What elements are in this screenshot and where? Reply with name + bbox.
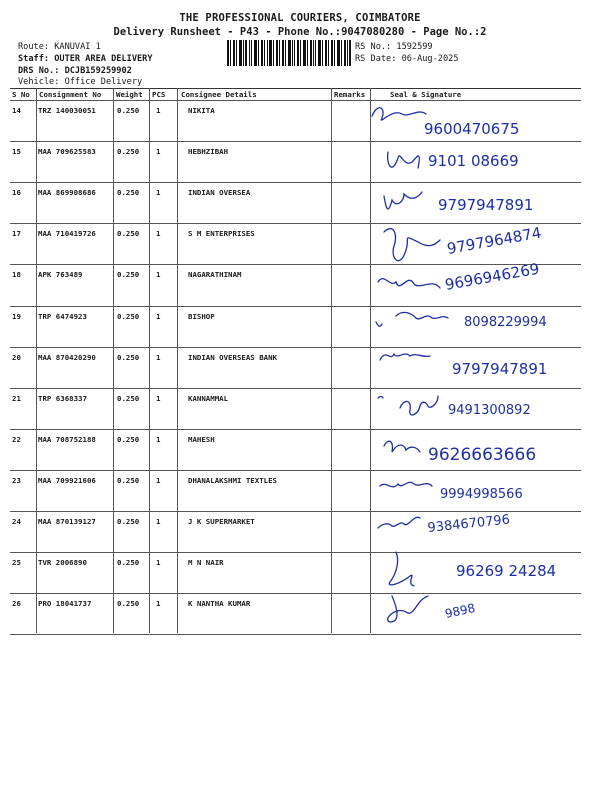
row-23-pcs: 1 — [156, 475, 161, 485]
row-26-phone: 9898 — [443, 600, 477, 621]
runsheet-subtitle: Delivery Runsheet - P43 - Phone No.:9047080280 - Page No.:2 — [113, 26, 487, 38]
row-15-pcs: 1 — [156, 147, 161, 157]
row-divider — [10, 429, 581, 430]
row-16-consignment: MAA 869908686 — [38, 188, 96, 198]
row-15-sno: 15 — [12, 147, 21, 157]
header-consignee: Consignee Details — [181, 90, 257, 99]
row-17-consignment: MAA 710419726 — [38, 229, 96, 239]
route-label: Route: KANUVAI 1 — [18, 42, 101, 52]
row-15-consignment: MAA 709625583 — [38, 147, 96, 157]
row-22-consignment: MAA 708752188 — [38, 434, 96, 444]
row-25-pcs: 1 — [156, 558, 161, 568]
header-sno: S No — [12, 90, 30, 99]
row-divider — [10, 347, 581, 348]
row-22-consignee: MAHESH — [188, 434, 215, 444]
row-22-pcs: 1 — [156, 434, 161, 444]
row-divider — [10, 552, 581, 553]
row-14-sno: 14 — [12, 106, 21, 115]
staff-label: Staff: OUTER AREA DELIVERY — [18, 54, 153, 64]
row-16-consignee: INDIAN OVERSEA — [188, 188, 251, 198]
row-17-consignee: S M ENTERPRISES — [188, 229, 255, 239]
header-consignment: Consignment No — [39, 90, 102, 99]
row-14-weight: 0.250 — [117, 106, 140, 115]
row-21-pcs: 1 — [156, 393, 161, 403]
row-21-weight: 0.250 — [117, 393, 140, 403]
row-20-weight: 0.250 — [117, 352, 140, 362]
row-21-sno: 21 — [12, 393, 21, 403]
row-18-consignee: NAGARATHINAM — [188, 270, 242, 280]
row-divider — [10, 223, 581, 224]
row-18-weight: 0.250 — [117, 270, 140, 280]
row-18-phone: 9696946269 — [443, 259, 541, 294]
row-divider — [10, 634, 581, 635]
row-20-consignment: MAA 870420290 — [38, 352, 96, 362]
row-16-sno: 16 — [12, 188, 21, 198]
barcode-icon — [227, 40, 351, 66]
header-remarks: Remarks — [334, 90, 366, 99]
row-19-weight: 0.250 — [117, 311, 140, 321]
row-26-consignee: K NANTHA KUMAR — [188, 599, 251, 609]
row-19-pcs: 1 — [156, 311, 161, 321]
row-25-weight: 0.250 — [117, 558, 140, 568]
row-24-pcs: 1 — [156, 517, 161, 526]
row-25-consignee: M N NAIR — [188, 558, 224, 568]
row-14-consignment: TRZ 140030051 — [38, 106, 96, 115]
header-pcs: PCS — [152, 90, 166, 99]
row-divider — [10, 264, 581, 265]
row-20-phone: 9797947891 — [452, 360, 548, 378]
row-26-pcs: 1 — [156, 599, 161, 609]
row-divider — [10, 306, 581, 307]
row-19-consignee: BISHOP — [188, 311, 215, 321]
row-20-consignee: INDIAN OVERSEAS BANK — [188, 352, 277, 362]
row-26-consignment: PRO 18041737 — [38, 599, 92, 609]
row-17-pcs: 1 — [156, 229, 161, 239]
row-18-sno: 18 — [12, 270, 21, 280]
row-divider — [10, 141, 581, 142]
row-divider — [10, 593, 581, 594]
row-24-sno: 24 — [12, 517, 21, 526]
row-14-consignee: NIKITA — [188, 106, 215, 115]
row-19-sno: 19 — [12, 311, 21, 321]
row-22-phone: 9626663666 — [428, 445, 537, 465]
row-24-weight: 0.250 — [117, 517, 140, 526]
row-17-phone: 9797964874 — [445, 223, 543, 258]
row-23-weight: 0.250 — [117, 475, 140, 485]
header-weight: Weight — [116, 90, 143, 99]
row-16-weight: 0.250 — [117, 188, 140, 198]
row-21-consignment: TRP 6368337 — [38, 393, 87, 403]
header-divider — [10, 100, 581, 101]
row-19-consignment: TRP 6474923 — [38, 311, 87, 321]
row-15-consignee: HEBHZIBAH — [188, 147, 229, 157]
row-23-consignment: MAA 709921606 — [38, 475, 96, 485]
row-22-weight: 0.250 — [117, 434, 140, 444]
row-14-pcs: 1 — [156, 106, 161, 115]
row-23-sno: 23 — [12, 475, 21, 485]
row-20-sno: 20 — [12, 352, 21, 362]
rs-number: RS No.: 1592599 — [355, 42, 433, 52]
row-25-sno: 25 — [12, 558, 21, 568]
row-18-consignment: APK 763489 — [38, 270, 83, 280]
vehicle-label: Vehicle: Office Delivery — [18, 77, 143, 87]
document-title: THE PROFESSIONAL COURIERS, COIMBATORE — [179, 12, 421, 24]
drs-number: DRS No.: DCJB159259902 — [18, 66, 132, 76]
row-22-sno: 22 — [12, 434, 21, 444]
row-24-phone: 9384670796 — [426, 512, 511, 536]
row-24-consignment: MAA 870139127 — [38, 517, 96, 526]
row-26-weight: 0.250 — [117, 599, 140, 609]
row-divider — [10, 511, 581, 512]
row-17-weight: 0.250 — [117, 229, 140, 239]
row-23-phone: 9994998566 — [440, 487, 523, 502]
rs-date: RS Date: 06-Aug-2025 — [355, 54, 459, 64]
header-seal-signature: Seal & Signature — [390, 90, 462, 99]
row-16-phone: 9797947891 — [438, 196, 534, 214]
row-26-sno: 26 — [12, 599, 21, 609]
row-15-weight: 0.250 — [117, 147, 140, 157]
row-divider — [10, 470, 581, 471]
row-16-pcs: 1 — [156, 188, 161, 198]
row-25-phone: 96269 24284 — [456, 562, 557, 580]
row-19-phone: 8098229994 — [464, 315, 547, 330]
row-21-consignee: KANNAMMAL — [188, 393, 229, 403]
row-24-consignee: J K SUPERMARKET — [188, 517, 255, 526]
row-17-sno: 17 — [12, 229, 21, 239]
row-21-phone: 9491300892 — [448, 403, 531, 418]
row-23-consignee: DHANALAKSHMI TEXTLES — [188, 475, 277, 485]
row-14-phone: 9600470675 — [424, 120, 520, 138]
row-20-pcs: 1 — [156, 352, 161, 362]
row-divider — [10, 388, 581, 389]
row-15-phone: 9101 08669 — [428, 152, 519, 170]
row-18-pcs: 1 — [156, 270, 161, 280]
row-divider — [10, 182, 581, 183]
row-25-consignment: TVR 2006890 — [38, 558, 87, 568]
